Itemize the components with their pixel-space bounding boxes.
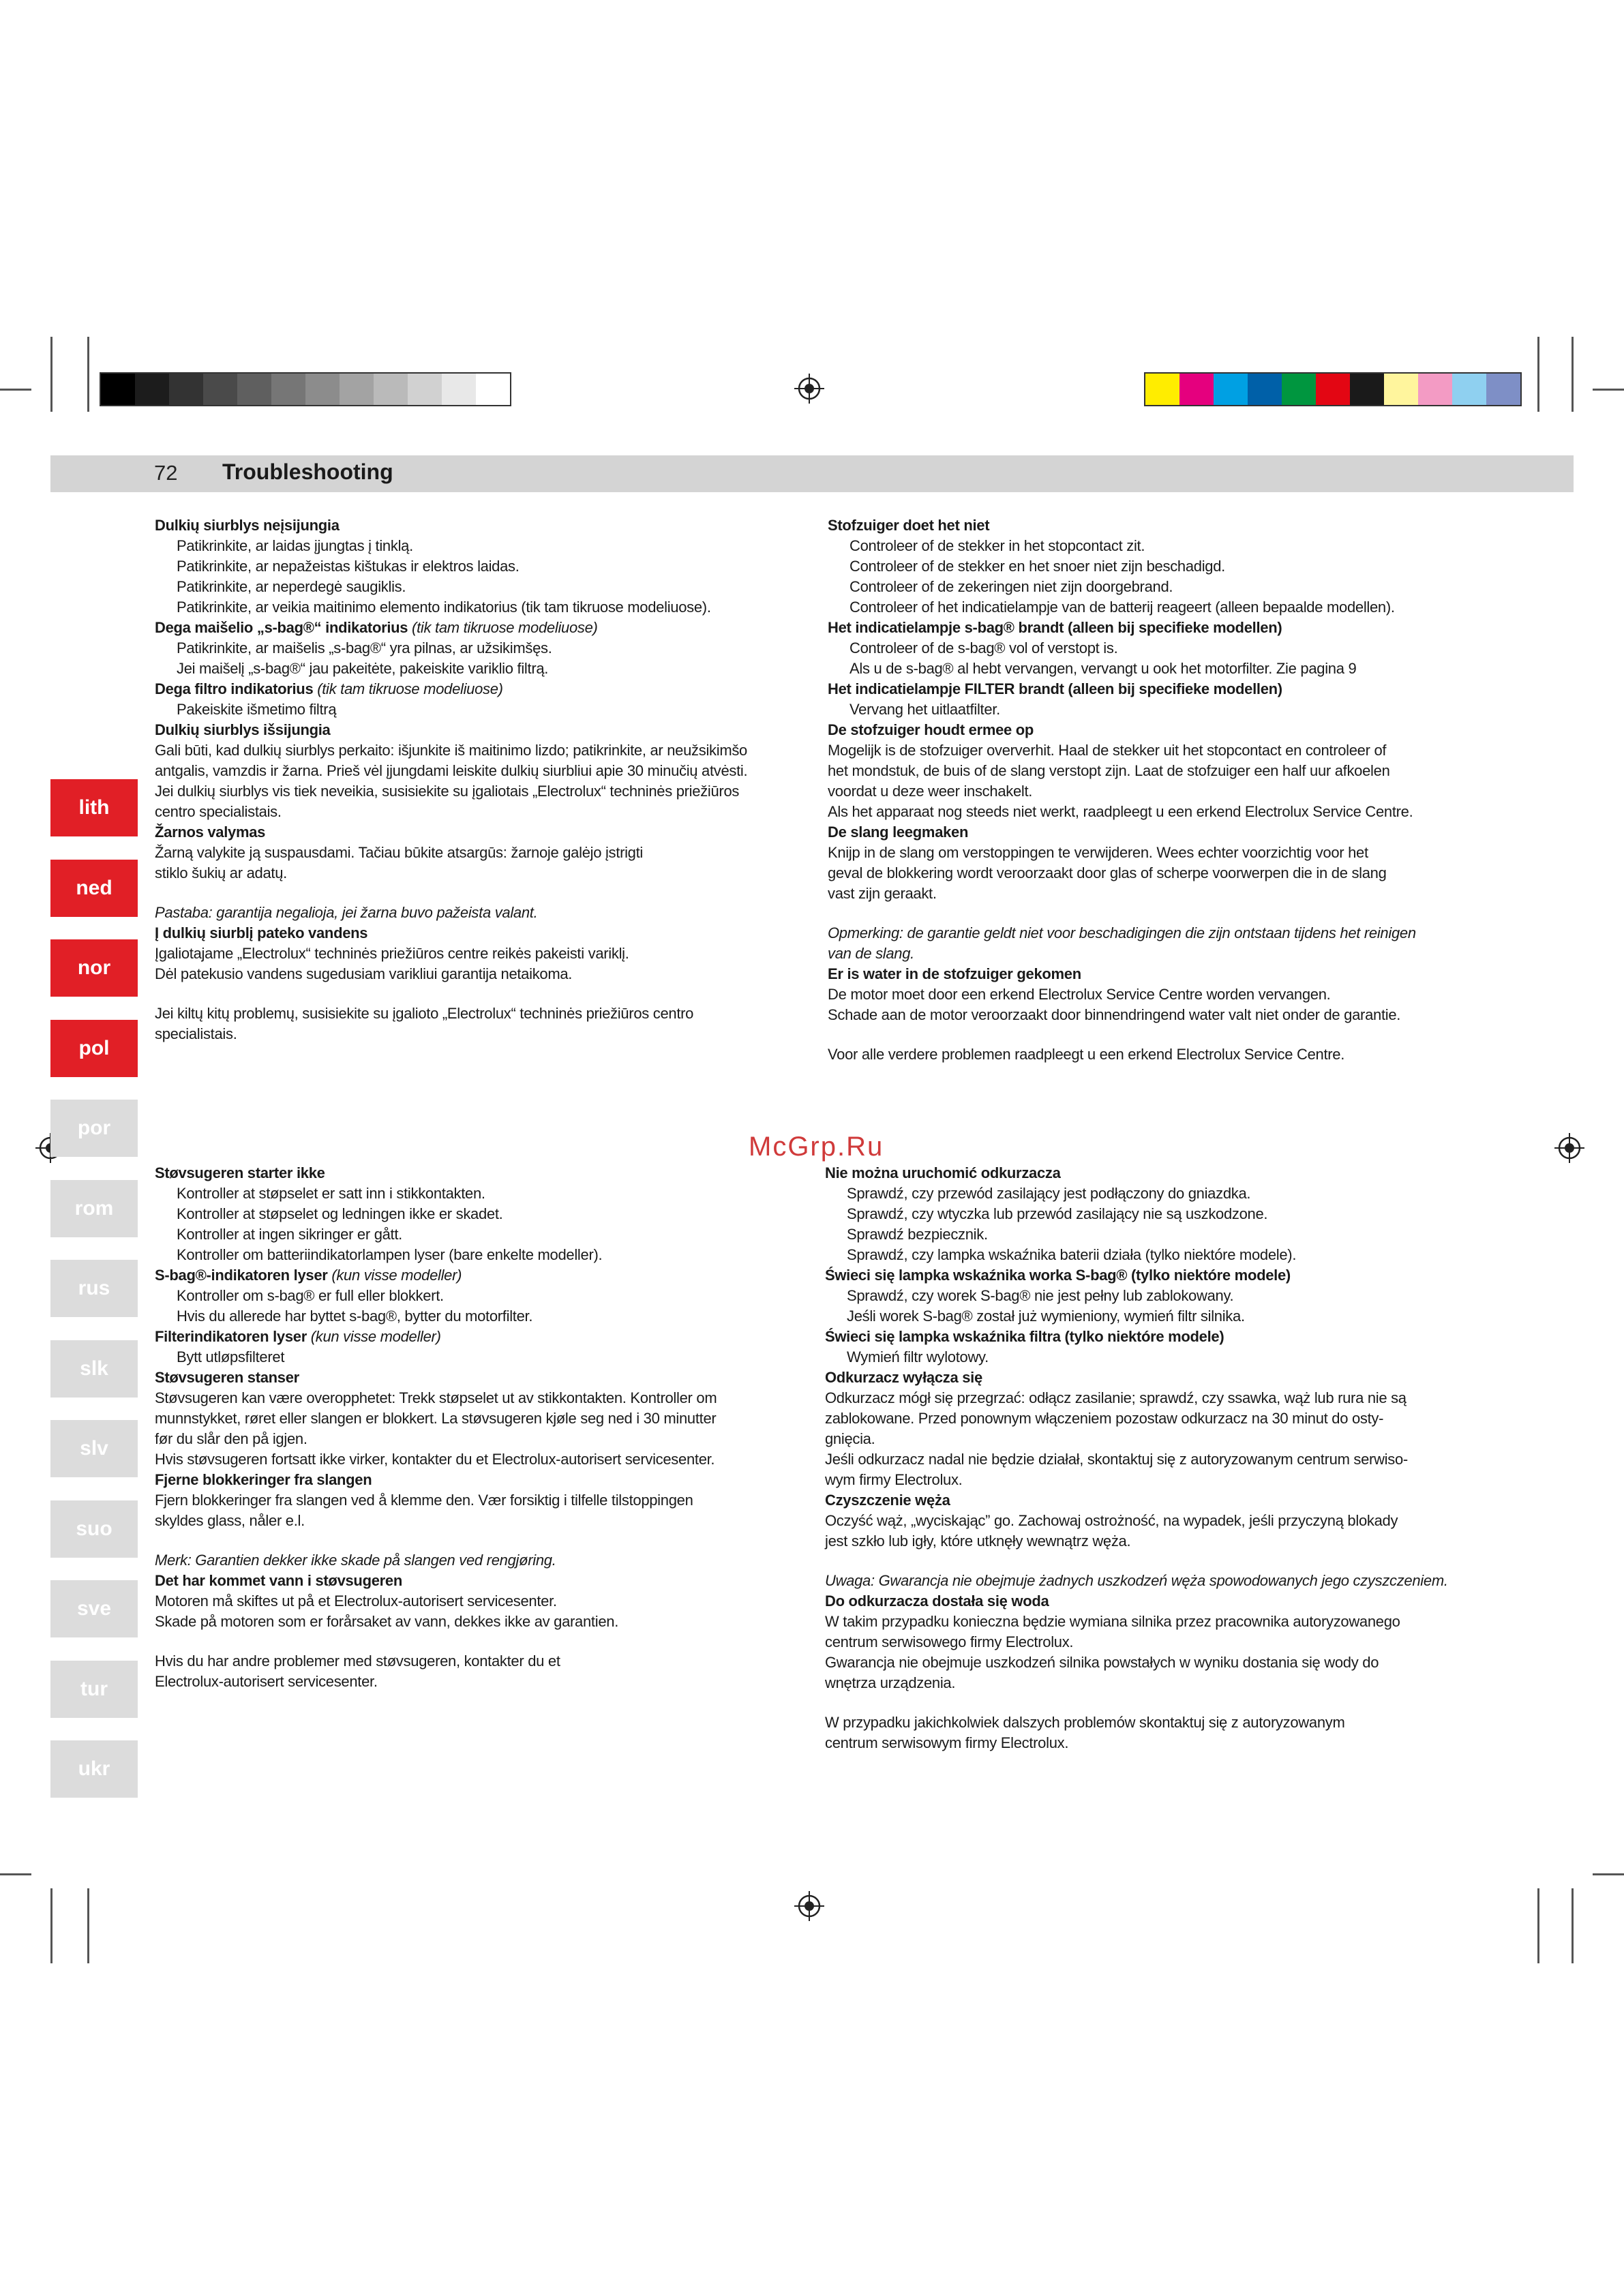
text-line: Voor alle verdere problemen raadpleegt u een erkend Electrolux Service Centre. xyxy=(828,1046,1345,1063)
color-swatch xyxy=(271,374,305,405)
text-line: Patikrinkite, ar maišelis „s-bag®“ yra pilnas, ar užsikimšęs. xyxy=(177,639,552,656)
color-swatch xyxy=(1350,374,1384,405)
text-line: Jei dulkių siurblys vis tiek neveikia, susisiekite su įgaliotais „Electrolux“ techninės priežiūros xyxy=(155,783,740,800)
crop-mark xyxy=(50,337,52,412)
color-swatch xyxy=(1486,374,1520,405)
color-swatch xyxy=(1179,374,1214,405)
note: van de slang. xyxy=(828,945,914,962)
text-line: geval de blokkering wordt veroorzaakt door glas of scherpe voorwerpen die in de slang xyxy=(828,864,1387,881)
text-line: Sprawdź, czy worek S-bag® nie jest pełny lub zablokowany. xyxy=(847,1287,1234,1304)
tab-sve[interactable]: sve xyxy=(50,1580,138,1637)
heading: Støvsugeren starter ikke xyxy=(155,1164,325,1181)
text-line: zablokowane. Przed ponownym włączeniem pozostaw odkurzacz na 30 minut do osty- xyxy=(825,1410,1384,1427)
text-line: het mondstuk, de buis of de slang verstopt zijn. Laat de stofzuiger een half uur afkoelen xyxy=(828,762,1390,779)
text-line: voordat u deze weer inschakelt. xyxy=(828,783,1033,800)
text-line: wym firmy Electrolux. xyxy=(825,1471,963,1488)
heading: Czyszczenie węża xyxy=(825,1492,950,1509)
heading: Do odkurzacza dostała się woda xyxy=(825,1592,1049,1610)
crop-mark xyxy=(87,1888,89,1963)
text-line: centro specialistais. xyxy=(155,803,282,820)
heading: De stofzuiger houdt ermee op xyxy=(828,721,1034,738)
note: Uwaga: Gwarancja nie obejmuje żadnych uszkodzeń węża spowodowanych jego czyszczeniem. xyxy=(825,1572,1448,1589)
text-line: centrum serwisowym firmy Electrolux. xyxy=(825,1734,1069,1751)
crop-mark xyxy=(50,1888,52,1963)
text-line: Patikrinkite, ar neperdegė saugiklis. xyxy=(177,578,406,595)
text-line: Jeśli odkurzacz nadal nie będzie działał, skontaktuj się z autoryzowanym centrum serwiso- xyxy=(825,1451,1408,1468)
watermark: McGrp.Ru xyxy=(749,1132,884,1162)
text-line: Motoren må skiftes ut på et Electrolux-autorisert servicesenter. xyxy=(155,1592,557,1610)
tab-rus[interactable]: rus xyxy=(50,1260,138,1317)
text-line: Pakeiskite išmetimo filtrą xyxy=(177,701,337,718)
heading: Świeci się lampka wskaźnika worka S-bag® (tylko niektóre modele) xyxy=(825,1267,1291,1284)
tab-pol[interactable]: pol xyxy=(50,1020,138,1077)
color-swatch xyxy=(1418,374,1452,405)
text-line: Jeśli worek S-bag® został już wymieniony, wymień filtr silnika. xyxy=(847,1308,1245,1325)
color-swatch xyxy=(1248,374,1282,405)
registration-mark-icon xyxy=(794,1891,824,1921)
color-swatch xyxy=(237,374,271,405)
heading: Nie można uruchomić odkurzacza xyxy=(825,1164,1061,1181)
color-swatch xyxy=(476,374,510,405)
text-line: Patikrinkite, ar nepažeistas kištukas ir elektros laidas. xyxy=(177,558,520,575)
text-line: Kontroller at støpselet er satt inn i stikkontakten. xyxy=(177,1185,485,1202)
heading: De slang leegmaken xyxy=(828,824,969,841)
grayscale-bar xyxy=(100,372,511,406)
color-swatch xyxy=(169,374,203,405)
text-line: Als het apparaat nog steeds niet werkt, raadpleegt u een erkend Electrolux Service Centre. xyxy=(828,803,1413,820)
color-swatch xyxy=(1452,374,1486,405)
text-line: Vervang het uitlaatfilter. xyxy=(849,701,1000,718)
text-line: Electrolux-autorisert servicesenter. xyxy=(155,1673,378,1690)
text-line: Sprawdź, czy wtyczka lub przewód zasilający nie są uszkodzone. xyxy=(847,1205,1268,1222)
text-line: Knijp in de slang om verstoppingen te verwijderen. Wees echter voorzichtig voor het xyxy=(828,844,1368,861)
tab-slk[interactable]: slk xyxy=(50,1340,138,1398)
tab-ukr[interactable]: ukr xyxy=(50,1740,138,1798)
text-line: Wymień filtr wylotowy. xyxy=(847,1348,989,1365)
section-ned xyxy=(828,515,1509,1065)
section-nor xyxy=(155,1163,816,1692)
page-number: 72 xyxy=(154,461,178,485)
text-line: W przypadku jakichkolwiek dalszych problemów skontaktuj się z autoryzowanym xyxy=(825,1714,1345,1731)
text-line: Hvis støvsugeren fortsatt ikke virker, kontakter du et Electrolux-autorisert servicesenter. xyxy=(155,1451,715,1468)
heading: Dulkių siurblys neįsijungia xyxy=(155,517,340,534)
color-swatch xyxy=(408,374,442,405)
crop-mark xyxy=(0,1873,31,1875)
text-line: Controleer of het indicatielampje van de batterij reageert (alleen bepaalde modellen). xyxy=(849,599,1395,616)
tab-nor[interactable]: nor xyxy=(50,939,138,997)
text-line: W takim przypadku konieczna będzie wymiana silnika przez pracownika autoryzowanego xyxy=(825,1613,1400,1630)
text-line: Controleer of de stekker in het stopcontact zit. xyxy=(849,537,1145,554)
text-line: Støvsugeren kan være overopphetet: Trekk støpselet ut av stikkontakten. Kontroller om xyxy=(155,1389,717,1406)
tab-lith[interactable]: lith xyxy=(50,779,138,836)
heading: Fjerne blokkeringer fra slangen xyxy=(155,1471,372,1488)
registration-mark-icon xyxy=(1554,1133,1584,1163)
crop-mark xyxy=(1572,337,1574,412)
color-swatch xyxy=(1316,374,1350,405)
tab-tur[interactable]: tur xyxy=(50,1661,138,1718)
text-line: Hvis du har andre problemer med støvsugeren, kontakter du et xyxy=(155,1652,560,1670)
text-line: Sprawdź, czy przewód zasilający jest podłączony do gniazdka. xyxy=(847,1185,1251,1202)
text-line: Patikrinkite, ar laidas įjungtas į tinklą. xyxy=(177,537,413,554)
color-swatch xyxy=(1145,374,1179,405)
text-line: Kontroller at støpselet og ledningen ikke er skadet. xyxy=(177,1205,503,1222)
heading: Žarnos valymas xyxy=(155,824,266,841)
heading: Het indicatielampje FILTER brandt (alleen bij specifieke modellen) xyxy=(828,680,1282,697)
color-swatch xyxy=(1282,374,1316,405)
note: Merk: Garantien dekker ikke skade på slangen ved rengjøring. xyxy=(155,1552,556,1569)
text-line: Schade aan de motor veroorzaakt door binnendringend water valt niet onder de garantie. xyxy=(828,1006,1401,1023)
heading: Stofzuiger doet het niet xyxy=(828,517,990,534)
text-line: Jei kiltų kitų problemų, susisiekite su įgalioto „Electrolux“ techninės priežiūros centro xyxy=(155,1005,694,1022)
text-line: Odkurzacz mógł się przegrzać: odłącz zasilanie; sprawdź, czy ssawka, wąż lub rura nie są xyxy=(825,1389,1407,1406)
text-line: wnętrza urządzenia. xyxy=(825,1674,956,1691)
text-line: De motor moet door een erkend Electrolux Service Centre worden vervangen. xyxy=(828,986,1331,1003)
text-line: Als u de s-bag® al hebt vervangen, vervangt u ook het motorfilter. Zie pagina 9 xyxy=(849,660,1357,677)
text-line: Oczyść wąż, „wyciskając” go. Zachowaj ostrożność, na wypadek, jeśli przyczyną blokady xyxy=(825,1512,1398,1529)
color-swatch xyxy=(135,374,169,405)
text-line: Hvis du allerede har byttet s-bag®, bytter du motorfilter. xyxy=(177,1308,533,1325)
heading: Støvsugeren stanser xyxy=(155,1369,299,1386)
heading: Świeci się lampka wskaźnika filtra (tylko niektóre modele) xyxy=(825,1328,1224,1345)
text-line: gnięcia. xyxy=(825,1430,875,1447)
text-line: vast zijn geraakt. xyxy=(828,885,937,902)
tab-suo[interactable]: suo xyxy=(50,1500,138,1558)
text-line: skyldes glass, nåler e.l. xyxy=(155,1512,305,1529)
text-line: Fjern blokkeringer fra slangen ved å klemme den. Vær forsiktig i tilfelle tilstoppingen xyxy=(155,1492,693,1509)
crop-mark xyxy=(1537,1888,1539,1963)
text-line: Žarną valykite ją suspausdami. Tačiau būkite atsargūs: žarnoje galėjo įstrigti xyxy=(155,844,644,861)
color-swatch xyxy=(374,374,408,405)
text-line: Įgaliotajame „Electrolux“ techninės priežiūros centre reikės pakeisti variklį. xyxy=(155,945,629,962)
heading: S-bag®-indikatoren lyser (kun visse modeller) xyxy=(155,1267,462,1284)
text-line: Gali būti, kad dulkių siurblys perkaito: išjunkite iš maitinimo lizdo; patikrinkite, ar neužsikimšo xyxy=(155,742,747,759)
text-line: jest szkło lub igły, które utknęły wewnątrz węża. xyxy=(825,1532,1131,1550)
heading: Er is water in de stofzuiger gekomen xyxy=(828,965,1081,982)
text-line: Kontroller om s-bag® er full eller blokkert. xyxy=(177,1287,444,1304)
heading: Dulkių siurblys išsijungia xyxy=(155,721,331,738)
text-line: specialistais. xyxy=(155,1025,237,1042)
heading: Į dulkių siurblį pateko vandens xyxy=(155,924,368,941)
color-swatch xyxy=(1384,374,1418,405)
color-swatch xyxy=(340,374,374,405)
text-line: Mogelijk is de stofzuiger oververhit. Haal de stekker uit het stopcontact en controleer of xyxy=(828,742,1387,759)
text-line: Controleer of de s-bag® vol of verstopt is. xyxy=(849,639,1118,656)
text-line: munnstykket, røret eller slangen er blokkert. La støvsugeren kjøle seg ned i 30 minutter xyxy=(155,1410,717,1427)
page-title: Troubleshooting xyxy=(222,459,393,484)
text-line: centrum serwisowego firmy Electrolux. xyxy=(825,1633,1074,1650)
crop-mark xyxy=(87,337,89,412)
text-line: Controleer of de stekker en het snoer niet zijn beschadigd. xyxy=(849,558,1225,575)
text-line: Gwarancja nie obejmuje uszkodzeń silnika powstałych w wyniku dostania się wody do xyxy=(825,1654,1379,1671)
crop-mark xyxy=(1593,1873,1624,1875)
text-line: antgalis, vamzdis ir žarna. Prieš vėl įjungdami leiskite dulkių siurbliui apie 30 minučių atvėsti. xyxy=(155,762,748,779)
tab-por[interactable]: por xyxy=(50,1100,138,1157)
color-swatch xyxy=(1214,374,1248,405)
text-line: Patikrinkite, ar veikia maitinimo elemento indikatorius (tik tam tikruose modeliuose). xyxy=(177,599,711,616)
heading: Dega maišelio „s-bag®“ indikatorius (tik tam tikruose modeliuose) xyxy=(155,619,598,636)
registration-mark-icon xyxy=(794,374,824,404)
text-line: stiklo šukių ar adatų. xyxy=(155,864,287,881)
text-line: Bytt utløpsfilteret xyxy=(177,1348,285,1365)
text-line: Jei maišelį „s-bag®“ jau pakeitėte, pakeiskite variklio filtrą. xyxy=(177,660,549,677)
text-line: Skade på motoren som er forårsaket av vann, dekkes ikke av garantien. xyxy=(155,1613,619,1630)
tab-rom[interactable]: rom xyxy=(50,1180,138,1237)
color-swatch xyxy=(305,374,340,405)
text-line: Sprawdź bezpiecznik. xyxy=(847,1226,988,1243)
color-swatch xyxy=(442,374,476,405)
crop-mark xyxy=(1593,389,1624,391)
note: Opmerking: de garantie geldt niet voor beschadigingen die zijn ontstaan tijdens het reinigen xyxy=(828,924,1416,941)
color-swatch xyxy=(101,374,135,405)
page-header xyxy=(50,455,1574,492)
heading: Filterindikatoren lyser (kun visse modeller) xyxy=(155,1328,441,1345)
heading: Dega filtro indikatorius (tik tam tikruose modeliuose) xyxy=(155,680,503,697)
crop-mark xyxy=(1537,337,1539,412)
text-line: Sprawdź, czy lampka wskaźnika baterii działa (tylko niektóre modele). xyxy=(847,1246,1297,1263)
color-bar xyxy=(1144,372,1522,406)
text-line: Controleer of de zekeringen niet zijn doorgebrand. xyxy=(849,578,1173,595)
text-line: Kontroller at ingen sikringer er gått. xyxy=(177,1226,402,1243)
note: Pastaba: garantija negalioja, jei žarna buvo pažeista valant. xyxy=(155,904,538,921)
section-pol xyxy=(825,1163,1507,1753)
crop-mark xyxy=(0,389,31,391)
heading: Het indicatielampje s-bag® brandt (alleen bij specifieke modellen) xyxy=(828,619,1282,636)
tab-ned[interactable]: ned xyxy=(50,860,138,917)
text-line: Dėl patekusio vandens sugedusiam varikliui garantija netaikoma. xyxy=(155,965,573,982)
color-swatch xyxy=(203,374,237,405)
heading: Det har kommet vann i støvsugeren xyxy=(155,1572,402,1589)
heading: Odkurzacz wyłącza się xyxy=(825,1369,982,1386)
section-lith xyxy=(155,515,816,1044)
text-line: før du slår den på igjen. xyxy=(155,1430,307,1447)
tab-slv[interactable]: slv xyxy=(50,1420,138,1477)
text-line: Kontroller om batteriindikatorlampen lyser (bare enkelte modeller). xyxy=(177,1246,603,1263)
crop-mark xyxy=(1572,1888,1574,1963)
